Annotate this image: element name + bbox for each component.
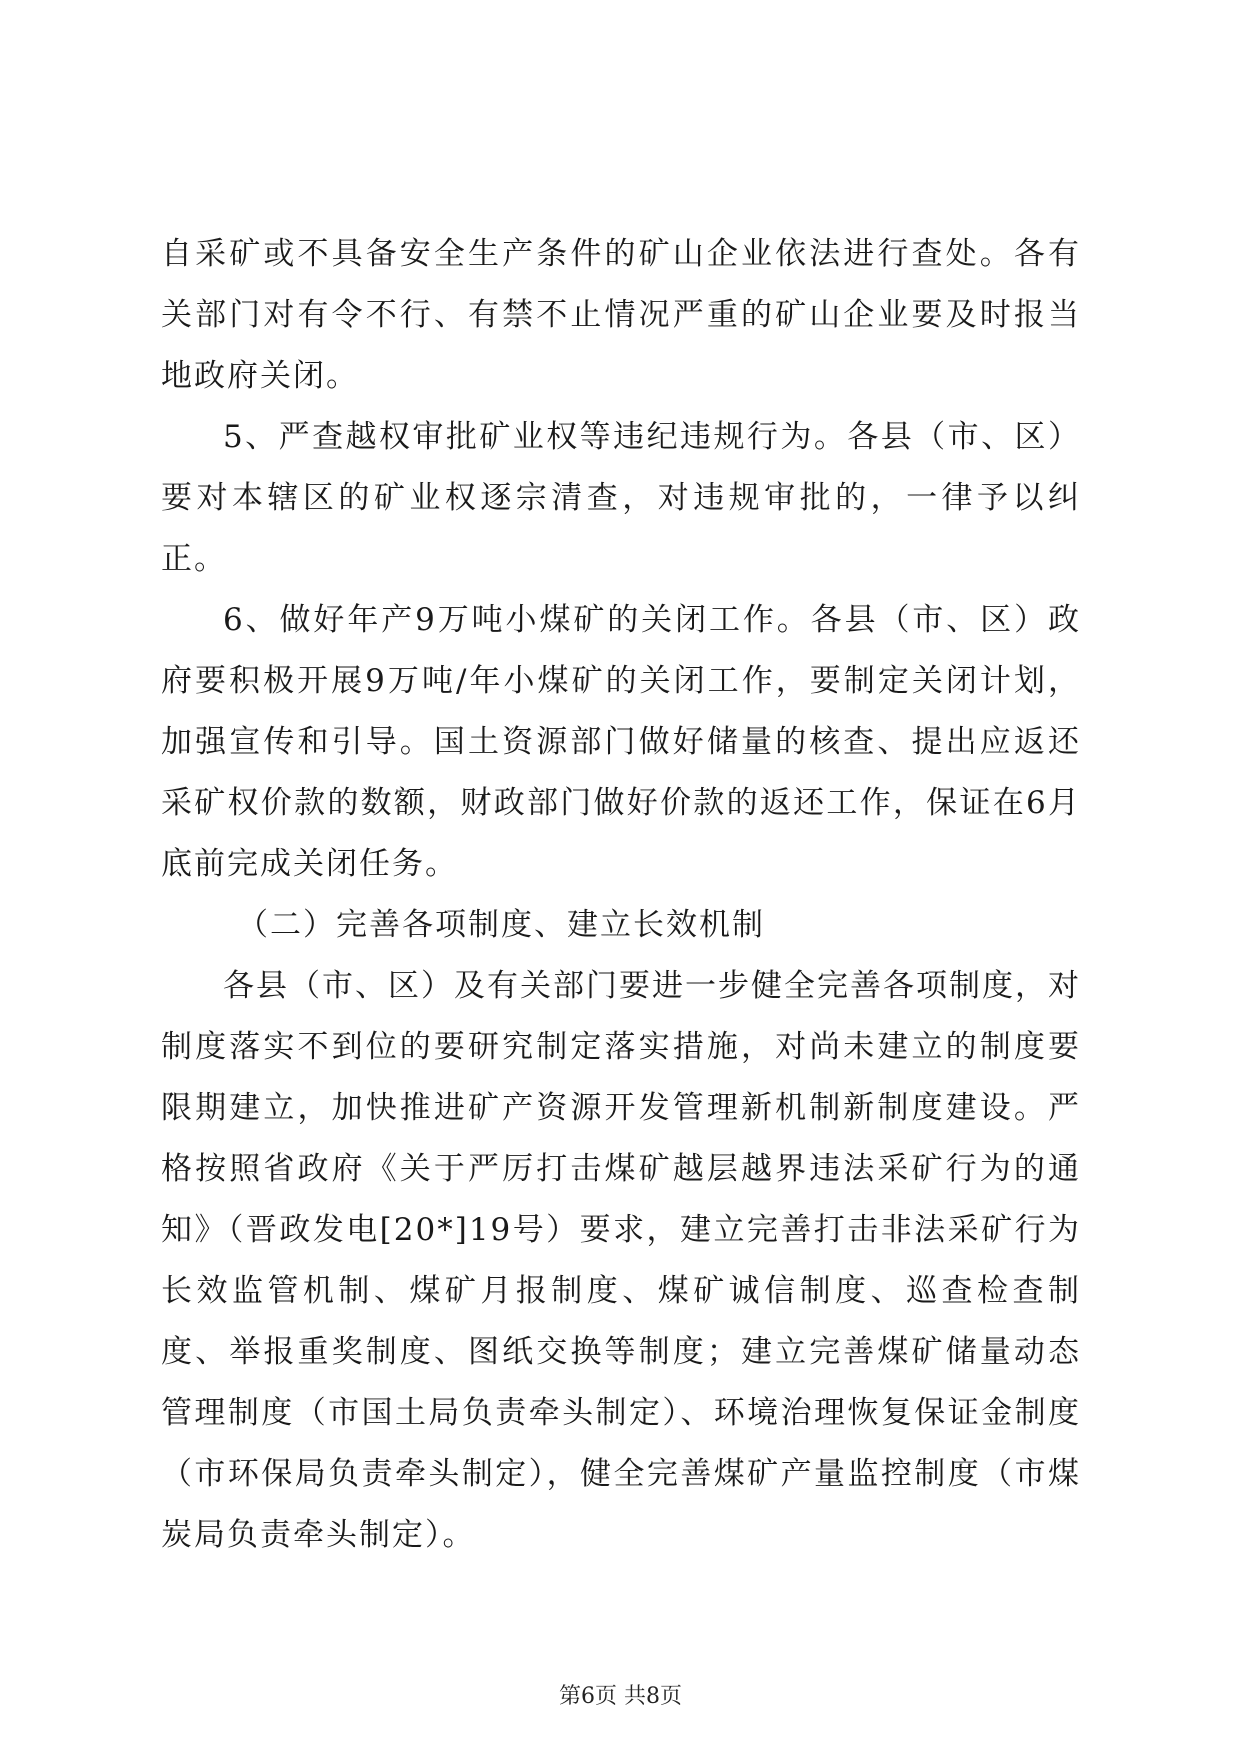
section-heading: （二）完善各项制度、建立长效机制 — [237, 907, 765, 943]
paragraph-continuation: 自采矿或不具备安全生产条件的矿山企业依法进行查处。各有关部门对有令不行、有禁不止情况严重的矿山企业要及时报当地政府关闭。 — [161, 236, 1081, 394]
page-number-footer: 第6页 共8页 — [559, 1684, 682, 1709]
paragraph-item-5: 5、严查越权审批矿业权等违纪违规行为。各县（市、区）要对本辖区的矿业权逐宗清查，对违规审批的，一律予以纠正。 — [161, 419, 1081, 577]
paragraph-section-body: 各县（市、区）及有关部门要进一步健全完善各项制度，对制度落实不到位的要研究制定落实措施，对尚未建立的制度要限期建立，加快推进矿产资源开发管理新机制新制度建设。严格按照省政府《关于严厉打击煤矿越层越界违法采矿行为的通知》（晋政发电[20*]19号）要求，建立完善打击非法采矿行为长效监管机制、煤矿月报制度、煤矿诚信制度、巡查检查制度、举报重奖制度、图纸交换等制度；建立完善煤矿储量动态管理制度（市国土局负责牵头制定）、环境治理恢复保证金制度（市环保局负责牵头制定），健全完善煤矿产量监控制度（市煤炭局负责牵头制定）。 — [161, 968, 1081, 1553]
document-body — [161, 224, 1081, 1566]
paragraph-item-6: 6、做好年产9万吨小煤矿的关闭工作。各县（市、区）政府要积极开展9万吨/年小煤矿的关闭工作，要制定关闭计划，加强宣传和引导。国土资源部门做好储量的核查、提出应返还采矿权价款的数额，财政部门做好价款的返还工作，保证在6月底前完成关闭任务。 — [161, 602, 1081, 882]
